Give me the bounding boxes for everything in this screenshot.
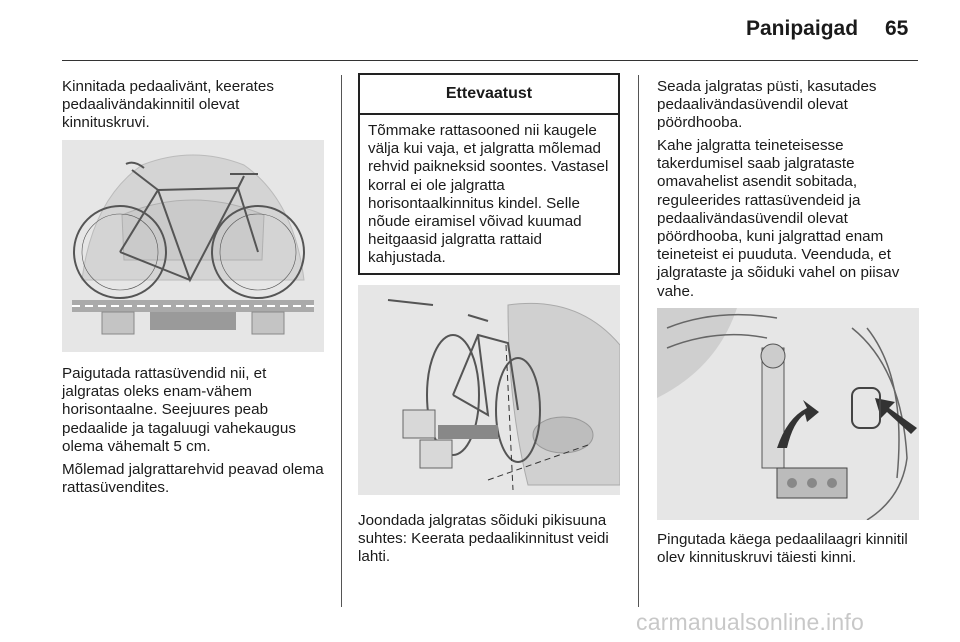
warning-text: Tõmmake rattasooned nii kaugele välja kui vaja, et jalgratta mõlemad rehvid paikneksid soontes. Vastasel korral ei ole jalgratta horisontaalkinnitus kindel. Selle nõude eiramisel võivad kuumad heitgaasid jalgratta rattaid kahjustada. [368,122,609,267]
page-title: Panipaigad [746,17,859,40]
warning-title: Ettevaatust [360,75,618,115]
column2-paragraph-1: Joondada jalgratas sõiduki pikisuuna suhtes: Keerata pedaalikinnitust veidi lahti. [358,512,609,566]
pedal-clamp-figure [657,308,919,520]
column3-paragraph-3: Pingutada käega pedaalilaagri kinnitil olev kinnituskruvi täiesti kinni. [657,531,908,567]
column1-paragraph-3: Mõlemad jalgrattarehvid peavad olema rattasüvendites. [62,461,324,497]
column3-paragraph-1: Seada jalgratas püsti, kasutades pedaalivändasüvendil olevat pöördhooba. [657,78,877,132]
bike-rack-figure-1 [62,140,324,352]
bike-rack-figure-2 [358,285,620,495]
column3-paragraph-2: Kahe jalgratta teineteisesse takerdumisel saab jalgrataste omavahelist asendit sobitada, reguleerides rattasüvendeid ja pedaalivändasüvendil olevat pöördhooba, kuni jalgrattad enam teineteist ei puuduta. Veenduda, et jalgrataste ja sõiduki vahel on piisav vahe. [657,137,900,300]
column-divider-2 [638,75,639,607]
column-divider-1 [341,75,342,607]
column1-paragraph-1: Kinnitada pedaalivänt, keerates pedaalivändakinnitil olevat kinnituskruvi. [62,78,274,132]
warning-box [358,73,620,275]
column1-paragraph-2: Paigutada rattasüvendid nii, et jalgratas oleks enam-vähem horisontaalne. Seejuures peab pedaalide ja tagaluugi vahekaugus olema vähemalt 5 cm. [62,365,296,455]
header-rule [62,60,918,61]
page-number: 65 [885,17,909,40]
watermark: carmanualsonline.info [636,609,864,635]
